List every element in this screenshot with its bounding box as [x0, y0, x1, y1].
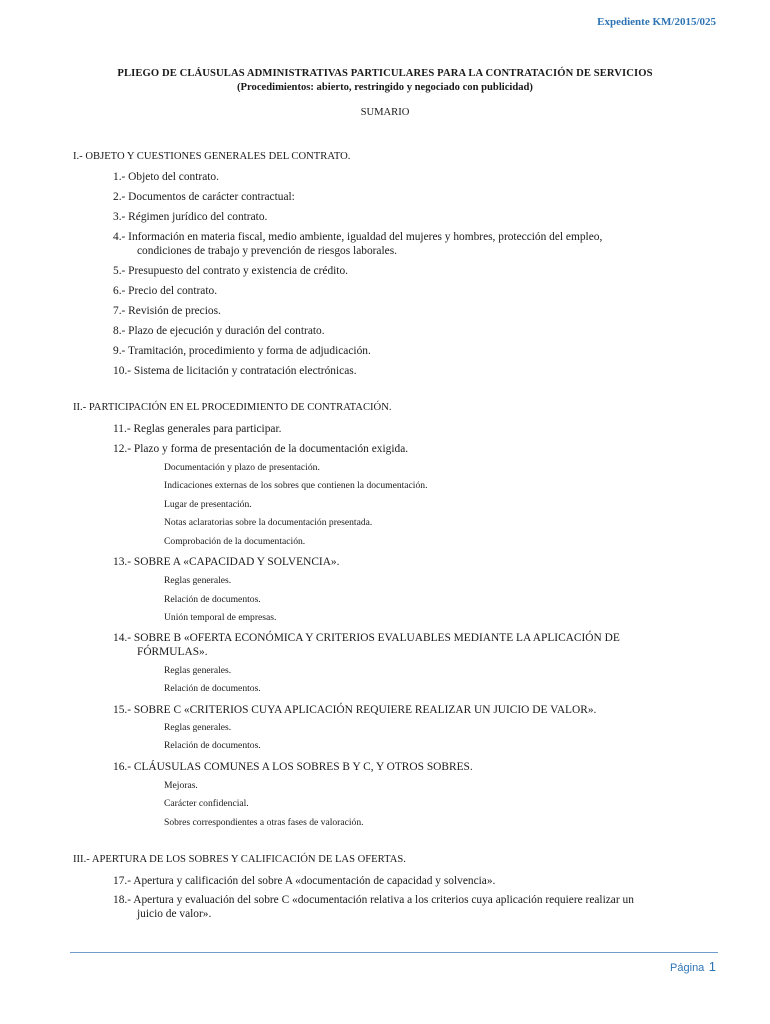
- toc-item-6: 6.- Precio del contrato.: [113, 285, 218, 297]
- toc-item-10: 10.- Sistema de licitación y contratación electrónicas.: [113, 365, 357, 377]
- toc-subitem: Reglas generales.: [164, 665, 232, 676]
- toc-item-2: 2.- Documentos de carácter contractual:: [113, 191, 295, 203]
- toc-item-5: 5.- Presupuesto del contrato y existencia de crédito.: [113, 265, 349, 277]
- summary-heading: SUMARIO: [360, 107, 410, 118]
- document-title: PLIEGO DE CLÁUSULAS ADMINISTRATIVAS PARTICULARES PARA LA CONTRATACIÓN DE SERVICIOS: [117, 68, 653, 79]
- section-heading-1: I.- OBJETO Y CUESTIONES GENERALES DEL CONTRATO.: [73, 151, 351, 162]
- toc-subitem: Indicaciones externas de los sobres que contienen la documentación.: [164, 480, 428, 491]
- toc-item-14-line1: 14.- SOBRE B «OFERTA ECONÓMICA Y CRITERIOS EVALUABLES MEDIANTE LA APLICACIÓN DE: [113, 632, 620, 644]
- toc-item-3: 3.- Régimen jurídico del contrato.: [113, 211, 268, 223]
- toc-subitem: Lugar de presentación.: [164, 499, 252, 510]
- toc-item-13: 13.- SOBRE A «CAPACIDAD Y SOLVENCIA».: [113, 556, 340, 568]
- toc-subitem: Reglas generales.: [164, 575, 232, 586]
- page-number: 1: [708, 959, 716, 974]
- document-subtitle: (Procedimientos: abierto, restringido y negociado con publicidad): [237, 82, 533, 93]
- section-heading-3: III.- APERTURA DE LOS SOBRES Y CALIFICACIÓN DE LAS OFERTAS.: [73, 854, 406, 865]
- toc-subitem: Reglas generales.: [164, 722, 232, 733]
- toc-item-18: [113, 893, 713, 921]
- toc-subitem: Unión temporal de empresas.: [164, 612, 277, 623]
- toc-subitem: Relación de documentos.: [164, 740, 261, 751]
- page-footer: [670, 958, 716, 976]
- toc-subitem: Relación de documentos.: [164, 594, 261, 605]
- toc-item-17: 17.- Apertura y calificación del sobre A «documentación de capacidad y solvencia».: [113, 875, 496, 887]
- toc-subitem: Relación de documentos.: [164, 683, 261, 694]
- toc-item-4: [113, 230, 713, 258]
- toc-subitem: Carácter confidencial.: [164, 798, 249, 809]
- toc-item-12: 12.- Plazo y forma de presentación de la documentación exigida.: [113, 443, 409, 455]
- toc-item-14: [113, 631, 713, 659]
- footer-divider: [70, 952, 718, 953]
- toc-item-15: 15.- SOBRE C «CRITERIOS CUYA APLICACIÓN REQUIERE REALIZAR UN JUICIO DE VALOR».: [113, 704, 597, 716]
- toc-item-14-line2: FÓRMULAS».: [137, 646, 208, 658]
- page-label: Página: [670, 962, 705, 974]
- toc-subitem: Mejoras.: [164, 780, 198, 791]
- expediente-header: Expediente KM/2015/025: [597, 16, 716, 28]
- toc-subitem: Documentación y plazo de presentación.: [164, 462, 320, 473]
- toc-item-18-line2: juicio de valor».: [137, 908, 212, 920]
- toc-item-18-line1: 18.- Apertura y evaluación del sobre C «documentación relativa a los criterios cuya aplicación requiere realizar un: [113, 894, 634, 906]
- toc-item-4-line2: condiciones de trabajo y prevención de riesgos laborales.: [137, 245, 397, 257]
- toc-item-8: 8.- Plazo de ejecución y duración del contrato.: [113, 325, 325, 337]
- toc-item-4-line1: 4.- Información en materia fiscal, medio ambiente, igualdad del mujeres y hombres, protección del empleo,: [113, 231, 603, 243]
- toc-subitem: Comprobación de la documentación.: [164, 536, 306, 547]
- toc-subitem: Notas aclaratorias sobre la documentación presentada.: [164, 517, 373, 528]
- toc-subitem: Sobres correspondientes a otras fases de valoración.: [164, 817, 364, 828]
- toc-item-7: 7.- Revisión de precios.: [113, 305, 221, 317]
- toc-item-11: 11.- Reglas generales para participar.: [113, 423, 282, 435]
- section-heading-2: II.- PARTICIPACIÓN EN EL PROCEDIMIENTO DE CONTRATACIÓN.: [73, 402, 392, 413]
- toc-item-16: 16.- CLÁUSULAS COMUNES A LOS SOBRES B Y C, Y OTROS SOBRES.: [113, 761, 473, 773]
- toc-item-9: 9.- Tramitación, procedimiento y forma de adjudicación.: [113, 345, 371, 357]
- toc-item-1: 1.- Objeto del contrato.: [113, 171, 219, 183]
